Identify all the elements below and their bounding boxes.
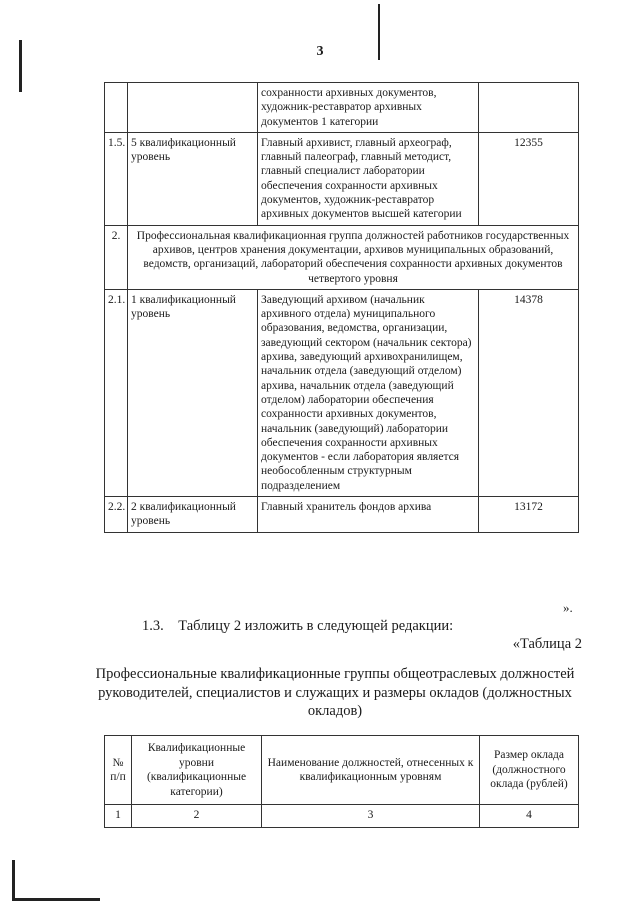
table-row (105, 497, 579, 533)
row-number: 1.5. (105, 132, 128, 225)
column-number: 3 (262, 805, 480, 828)
header-qualification-level: Квалификационные уровни (квалификационные категории) (132, 736, 262, 805)
table-row (105, 132, 579, 225)
table-header-row (105, 736, 579, 805)
position-names: Главный архивист, главный археограф, главный палеограф, главный методист, главный специалист лаборатории обеспечения сохранности архивных документов, художник-реставратор архивных документов высшей категории (258, 132, 479, 225)
qualification-level (128, 83, 258, 133)
row-number (105, 83, 128, 133)
closing-quote: ». (563, 600, 573, 615)
salary-value (479, 83, 579, 133)
column-number: 2 (132, 805, 262, 828)
qualification-level: 1 квалификационный уровень (128, 289, 258, 496)
position-names: сохранности архивных документов, художник-реставратор архивных документов 1 категории (258, 83, 479, 133)
scan-mark-bottom (12, 898, 100, 901)
header-position-names: Наименование должностей, отнесенных к квалификационным уровням (262, 736, 480, 805)
general-positions-table (104, 735, 579, 828)
column-number-row (105, 805, 579, 828)
header-number: № п/п (105, 736, 132, 805)
header-salary: Размер оклада (должностного оклада (рублей) (480, 736, 579, 805)
qualification-level: 5 квалификационный уровень (128, 132, 258, 225)
salary-value: 14378 (479, 289, 579, 496)
group-title: Профессиональная квалификационная группа должностей работников государственных архивов, центров хранения документации, архивов муниципальных образований, ведомств, организаций, лабораторий обеспечения сохранности архивных документов четвертого уровня (128, 225, 579, 289)
salary-value: 12355 (479, 132, 579, 225)
table-label: «Таблица 2 (512, 636, 582, 652)
position-names: Заведующий архивом (начальник архивного отдела) муниципального образования, ведомства, организации, заведующий сектором (начальник сектора) архива, заведующий архивохранилищем, начальник отдела (заведующий отделом) архива, начальник отдела (заведующий отделом) лаборатории обеспечения сохранности архивных документов, начальник (заведующий) лаборатории обеспечения сохранности архивных документов - если лаборатория является необособленным структурным подразделением (258, 289, 479, 496)
column-number: 4 (480, 805, 579, 828)
qualification-level: 2 квалификационный уровень (128, 497, 258, 533)
row-number: 2.1. (105, 289, 128, 496)
scan-mark-bottom-left (12, 860, 15, 900)
table-row (105, 83, 579, 133)
salary-value: 13172 (479, 497, 579, 533)
table2-title: Профессиональные квалификационные группы общеотраслевых должностей руководителей, специалистов и служащих и размеры окладов (должностных окладов) (95, 666, 575, 719)
position-names: Главный хранитель фондов архива (258, 497, 479, 533)
table-row (105, 289, 579, 496)
row-number: 2.2. (105, 497, 128, 533)
positions-table-continued (104, 82, 579, 533)
row-number: 2. (105, 225, 128, 289)
amendment-instruction: 1.3. Таблицу 2 изложить в следующей редакции: (142, 618, 454, 634)
group-row (105, 225, 579, 289)
column-number: 1 (105, 805, 132, 828)
page-number: 3 (316, 44, 324, 59)
